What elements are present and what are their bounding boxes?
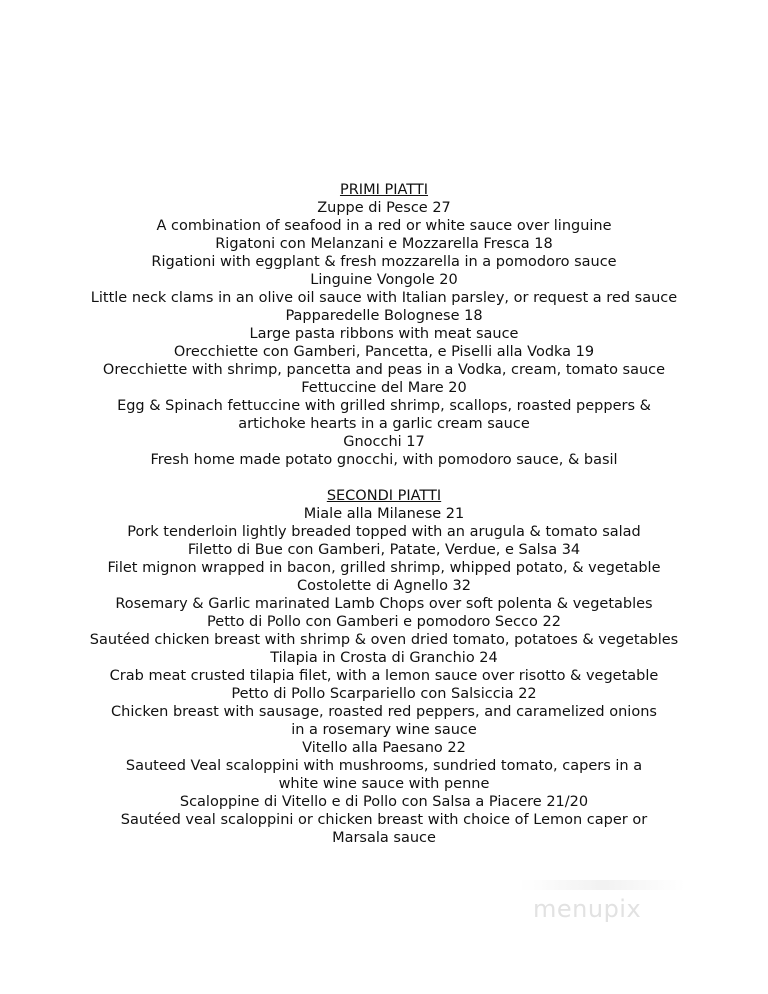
menu-page: [0, 181, 768, 847]
dish-description: Egg & Spinach fettuccine with grilled shrimp, scallops, roasted peppers & artichoke hearts in a garlic cream sauce: [117, 398, 651, 432]
dish-description: Sauteed Veal scaloppini with mushrooms, sundried tomato, capers in a white wine sauce with penne: [125, 758, 643, 792]
dish-name: Gnocchi 17: [343, 434, 425, 450]
secondi-piatti-section: [0, 487, 768, 847]
dish-description: Orecchiette with shrimp, pancetta and peas in a Vodka, cream, tomato sauce: [102, 362, 666, 378]
primi-piatti-heading: PRIMI PIATTI: [339, 182, 429, 198]
dish-description: Fresh home made potato gnocchi, with pomodoro sauce, & basil: [150, 452, 618, 468]
dish-description: Chicken breast with sausage, roasted red peppers, and caramelized onions in a rosemary wine sauce: [111, 704, 657, 738]
dish-name: Fettuccine del Mare 20: [301, 380, 467, 396]
dish-description: Rigationi with eggplant & fresh mozzarella in a pomodoro sauce: [151, 254, 617, 270]
dish-description: Pork tenderloin lightly breaded topped with an arugula & tomato salad: [127, 524, 641, 540]
dish-name: Rigatoni con Melanzani e Mozzarella Fresca 18: [215, 236, 553, 252]
dish-name: Filetto di Bue con Gamberi, Patate, Verdue, e Salsa 34: [187, 542, 581, 558]
dish-name: Tilapia in Crosta di Granchio 24: [270, 650, 498, 666]
dish-name: Vitello alla Paesano 22: [302, 740, 466, 756]
primi-piatti-section: [0, 181, 768, 469]
dish-name: Papparedelle Bolognese 18: [285, 308, 483, 324]
dish-name: Petto di Pollo con Gamberi e pomodoro Secco 22: [207, 614, 561, 630]
dish-name: Costolette di Agnello 32: [296, 578, 472, 594]
dish-description: Little neck clams in an olive oil sauce with Italian parsley, or request a red sauce: [90, 290, 678, 306]
dish-description: Filet mignon wrapped in bacon, grilled shrimp, whipped potato, & vegetable: [107, 560, 661, 576]
dish-name: Orecchiette con Gamberi, Pancetta, e Piselli alla Vodka 19: [173, 344, 595, 360]
menupix-watermark: menupix: [533, 895, 642, 923]
dish-description: Crab meat crusted tilapia filet, with a lemon sauce over risotto & vegetable: [109, 668, 659, 684]
dish-description: Sautéed veal scaloppini or chicken breast with choice of Lemon caper or Marsala sauce: [120, 812, 648, 846]
watermark-bar: [520, 880, 685, 890]
dish-description: Sautéed chicken breast with shrimp & oven dried tomato, potatoes & vegetables: [89, 632, 679, 648]
dish-description: Rosemary & Garlic marinated Lamb Chops over soft polenta & vegetables: [115, 596, 653, 612]
dish-name: Scaloppine di Vitello e di Pollo con Salsa a Piacere 21/20: [179, 794, 589, 810]
dish-description: Large pasta ribbons with meat sauce: [249, 326, 519, 342]
dish-description: A combination of seafood in a red or white sauce over linguine: [156, 218, 612, 234]
dish-name: Zuppe di Pesce 27: [317, 200, 451, 216]
dish-name: Miale alla Milanese 21: [303, 506, 465, 522]
dish-name: Petto di Pollo Scarpariello con Salsiccia 22: [231, 686, 537, 702]
secondi-piatti-heading: SECONDI PIATTI: [326, 488, 442, 504]
dish-name: Linguine Vongole 20: [310, 272, 458, 288]
